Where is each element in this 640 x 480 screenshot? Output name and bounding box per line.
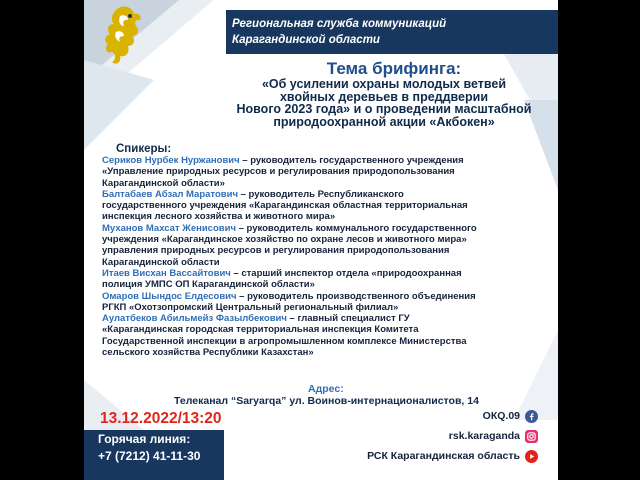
youtube-channel[interactable]: РСК Карагандинская область <box>367 450 520 462</box>
speaker-entry <box>102 313 542 358</box>
address-label: Адрес: <box>308 383 344 395</box>
social-facebook[interactable] <box>483 409 538 423</box>
topic-title: Тема брифинга: <box>326 59 462 78</box>
speaker-role: – руководитель государственного учреждения «Управление природных ресурсов и регулирования природопользования Карагандинской области» <box>102 155 464 189</box>
hotline-label: Горячая линия: <box>98 432 191 446</box>
social-instagram[interactable] <box>449 429 538 443</box>
hotline-phone[interactable]: +7 (7212) 41-11-30 <box>98 449 201 463</box>
speaker-entry <box>102 189 542 223</box>
speaker-role: – главный специалист ГУ «Карагандинская городская территориальная инспекция Комитета Государственной инспекции в агропромышленном комплексе Министерства сельского хозяйства Республики Казахстан» <box>102 313 467 359</box>
speaker-entry <box>102 155 542 189</box>
facebook-icon[interactable] <box>525 410 538 423</box>
instagram-handle[interactable]: rsk.karaganda <box>448 430 520 442</box>
speaker-entry <box>102 268 542 291</box>
social-youtube[interactable] <box>367 449 538 463</box>
instagram-icon[interactable] <box>525 430 538 443</box>
organization-name: Региональная служба коммуникаций Карагандинской области <box>232 18 447 46</box>
speaker-role: – руководитель коммунального государственного учреждения «Карагандинское хозяйство по охране лесов и животного мира» управления природных ресурсов и регулирования природопользования Карагандинской области <box>102 222 477 268</box>
hotline-box <box>84 430 224 480</box>
speakers-heading: Спикеры: <box>116 143 172 155</box>
speaker-name: Балтабаев Абзал Маратович <box>102 188 238 200</box>
speaker-role: – руководитель производственного объединения РГКП «Охотзопромский Центральный региональный филиал» <box>102 290 476 313</box>
speaker-entry <box>102 223 542 268</box>
speakers-list <box>102 155 542 358</box>
topic-text: «Об усилении охраны молодых ветвей хвойных деревьев в преддверии Нового 2023 года» и о проведении масштабной природоохранной акции «Акбокен» <box>236 77 532 129</box>
speaker-entry <box>102 291 542 314</box>
speaker-role: – руководитель Республиканского государственного учреждения «Карагандинская областная территориальная инспекция лесного хозяйства и животного мира» <box>102 188 468 223</box>
speaker-name: Сериков Нурбек Нуржанович <box>102 155 240 166</box>
emblem-logo <box>96 4 152 66</box>
youtube-icon[interactable] <box>525 450 538 463</box>
speaker-name: Муханов Махсат Женисович <box>102 222 236 234</box>
briefing-poster <box>84 0 558 480</box>
address-text: Телеканал “Saryarqa” ул. Воинов-интернационалистов, 14 <box>174 395 479 407</box>
facebook-handle[interactable]: ОКQ.09 <box>482 410 520 422</box>
speaker-name: Омаров Шындос Елдесович <box>102 290 237 302</box>
speaker-name: Аулатбеков Абильмейз Фазылбекович <box>102 313 287 325</box>
speaker-role: – старший инспектор отдела «природоохранная полиция УМПС ОП Карагандинской области» <box>102 267 462 291</box>
speaker-name: Итаев Висхан Вассайтович <box>102 267 231 279</box>
header-band <box>226 10 558 54</box>
briefing-datetime: 13.12.2022/13:20 <box>100 410 222 427</box>
